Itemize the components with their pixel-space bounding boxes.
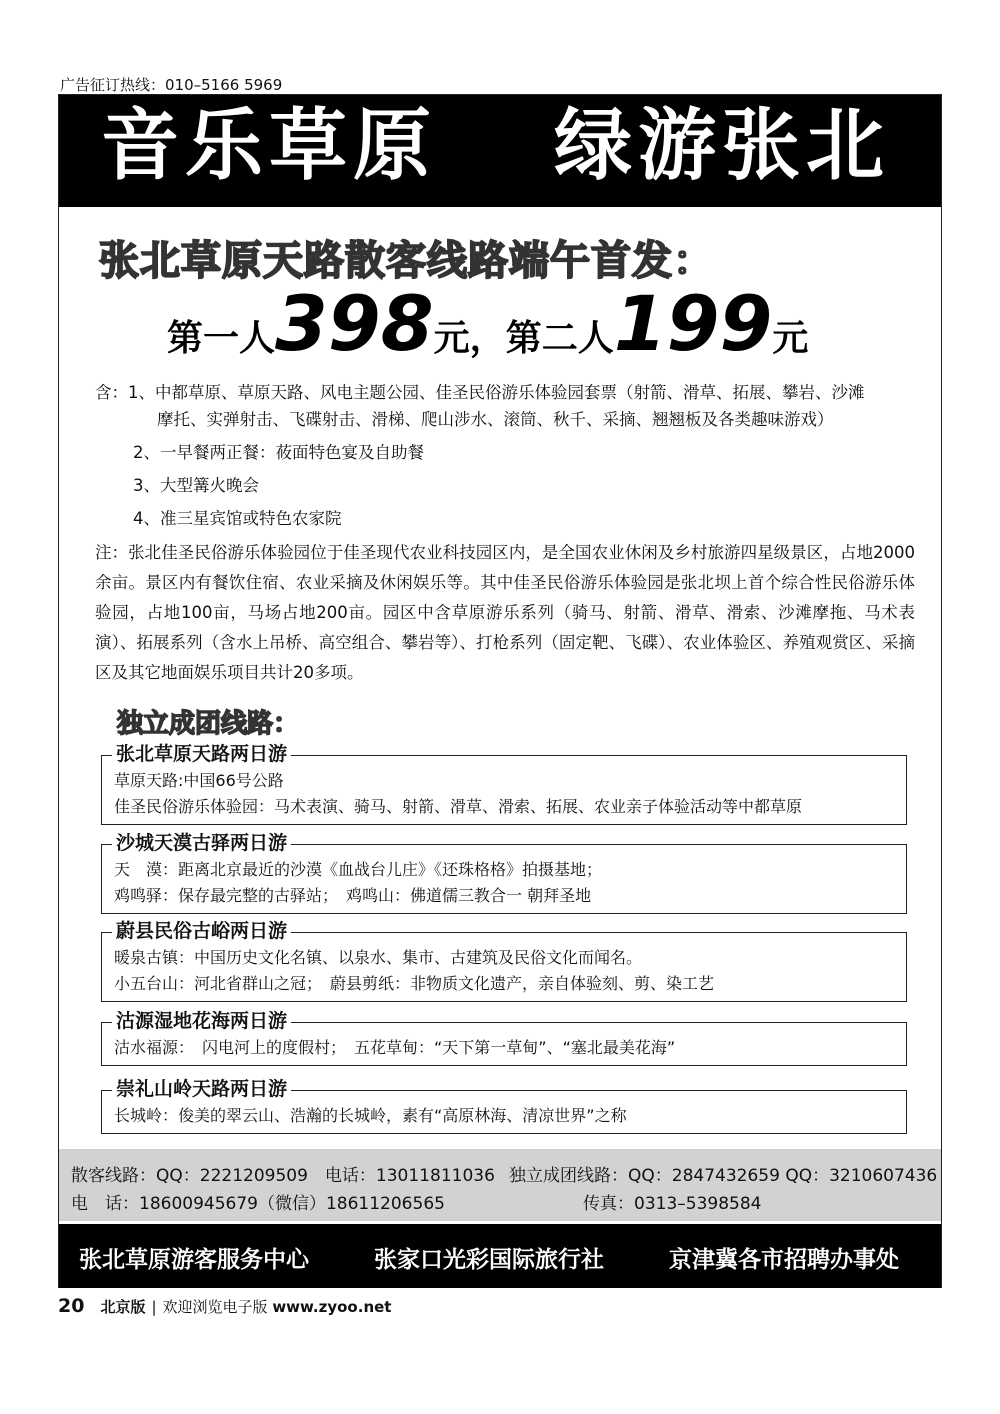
contact-panel bbox=[59, 1149, 941, 1221]
include-item-1-continued: 摩托、实弹射击、飞碟射击、滑梯、爬山涉水、滚筒、秋千、采摘、翘翘板及各类趣味游戏） bbox=[157, 410, 834, 429]
second-person-label: 第二人 bbox=[505, 318, 614, 359]
package-details bbox=[95, 379, 915, 688]
route-title: 崇礼山岭天路两日游 bbox=[112, 1077, 291, 1101]
route-box bbox=[101, 920, 907, 1002]
group-contact: 独立成团线路：QQ：2847432659 QQ：3210607436 bbox=[509, 1166, 938, 1186]
footer-text: 欢迎浏览电子版 bbox=[162, 1298, 273, 1316]
route-line: 佳圣民俗游乐体验园：马术表演、骑马、射箭、滑草、滑索、拓展、农业亲子体验活动等中都草原 bbox=[114, 797, 803, 816]
price-line bbox=[167, 279, 808, 368]
ad-frame bbox=[58, 94, 942, 1288]
route-line: 草原天路:中国66号公路 bbox=[114, 771, 284, 790]
page-number: 20 bbox=[58, 1295, 85, 1317]
route-line: 沽水福源： 闪电河上的度假村； 五花草甸：“天下第一草甸”、“塞北最美花海” bbox=[114, 1038, 676, 1057]
agency-name: 张北草原游客服务中心 bbox=[79, 1247, 309, 1273]
route-title: 沽源湿地花海两日游 bbox=[112, 1009, 291, 1033]
website-link[interactable]: www.zyoo.net bbox=[272, 1298, 392, 1316]
group-routes-title: 独立成团线路： bbox=[117, 709, 300, 739]
footer-separator: | bbox=[151, 1298, 157, 1316]
route-line: 长城岭：俊美的翠云山、浩瀚的长城岭，素有“高原林海、清凉世界”之称 bbox=[114, 1106, 627, 1125]
include-item-2: 2、一早餐两正餐：莜面特色宴及自助餐 bbox=[133, 443, 424, 462]
route-box bbox=[101, 1078, 907, 1134]
page-footer bbox=[58, 1295, 391, 1317]
route-line: 天 漠：距离北京最近的沙漠《血战台儿庄》《还珠格格》拍摄基地； bbox=[114, 860, 603, 879]
phone-contact: 电 话：18600945679（微信）18611206565 bbox=[71, 1194, 445, 1214]
park-note: 注：张北佳圣民俗游乐体验园位于佳圣现代农业科技园区内，是全国农业休闲及乡村旅游四星级景区，占地2000余亩。景区内有餐饮住宿、农业采摘及休闲娱乐等。其中佳圣民俗游乐体验园是张北坝上首个综合性民俗游乐体验园，占地100亩，马场占地200亩。园区中含草原游乐系列（骑马、射箭、滑草、滑索、沙滩摩拖、马术表演）、拓展系列（含水上吊桥、高空组合、攀岩等）、打枪系列（固定靶、飞碟）、农业体验区、养殖观赏区、采摘区及其它地面娱乐项目共计20多项。 bbox=[95, 543, 915, 682]
first-person-price: 398 bbox=[275, 279, 434, 368]
include-item-4: 4、准三星宾馆或特色农家院 bbox=[133, 509, 342, 528]
first-person-unit: 元， bbox=[433, 318, 506, 359]
route-box bbox=[101, 743, 907, 825]
route-box bbox=[101, 832, 907, 914]
route-title: 沙城天漠古驿两日游 bbox=[112, 831, 291, 855]
second-person-unit: 元 bbox=[772, 318, 809, 359]
agency-name: 京津冀各市招聘办事处 bbox=[669, 1247, 899, 1273]
agency-name: 张家口光彩国际旅行社 bbox=[374, 1247, 604, 1273]
ad-hotline: 广告征订热线：010–5166 5969 bbox=[60, 76, 283, 94]
fax-contact: 传真：0313–5398584 bbox=[583, 1194, 762, 1214]
promo-headline: 张北草原天路散客线路端午首发： bbox=[99, 238, 714, 284]
second-person-price: 199 bbox=[613, 279, 773, 368]
route-line: 小五台山：河北省群山之冠； 蔚县剪纸：非物质文化遗产，亲自体验刻、剪、染工艺 bbox=[114, 974, 715, 993]
route-box bbox=[101, 1010, 907, 1066]
include-item-1: 含：1、中都草原、草原天路、风电主题公园、佳圣民俗游乐体验园套票（射箭、滑草、拓展、攀岩、沙滩 bbox=[95, 383, 865, 402]
route-line: 暖泉古镇：中国历史文化名镇、以泉水、集市、古建筑及民俗文化而闻名。 bbox=[114, 948, 643, 967]
include-item-3: 3、大型篝火晚会 bbox=[133, 476, 259, 495]
banner-title-right: 绿游张北 bbox=[554, 101, 891, 191]
edition-label: 北京版 bbox=[100, 1298, 146, 1316]
route-line: 鸡鸣驿：保存最完整的古驿站； 鸡鸣山：佛道儒三教合一 朝拜圣地 bbox=[114, 886, 592, 905]
title-banner bbox=[59, 95, 941, 207]
first-person-label: 第一人 bbox=[167, 318, 276, 359]
route-title: 张北草原天路两日游 bbox=[112, 742, 291, 766]
agency-banner bbox=[59, 1224, 941, 1288]
scatter-contact: 散客线路：QQ：2221209509 电话：13011811036 bbox=[71, 1166, 495, 1186]
banner-title-left: 音乐草原 bbox=[101, 101, 438, 191]
route-title: 蔚县民俗古峪两日游 bbox=[112, 919, 291, 943]
